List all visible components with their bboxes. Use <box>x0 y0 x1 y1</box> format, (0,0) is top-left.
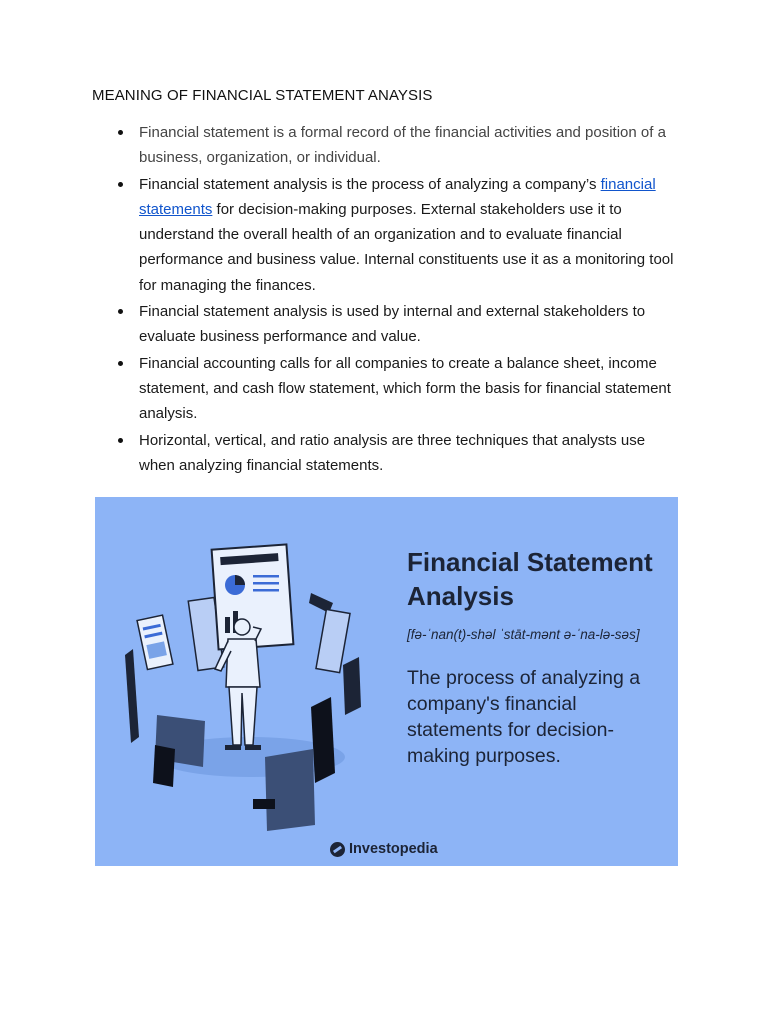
infographic-definition: The process of analyzing a company's financial statements for decision-making purposes. <box>407 667 641 767</box>
financial-statements-link[interactable]: financial statements <box>139 175 656 218</box>
bullet-item-2 <box>139 172 679 298</box>
brand-name: Investopedia <box>349 841 438 857</box>
page-heading: MEANING OF FINANCIAL STATEMENT ANAYSIS <box>92 87 433 104</box>
analyst-illustration <box>115 537 375 837</box>
bullet-2-text-before: Financial statement analysis is the process of analyzing a company’s <box>139 175 601 193</box>
investopedia-mark-icon <box>330 842 345 857</box>
bullet-2-text-after: for decision-making purposes. External stakeholders use it to understand the overall health of an organization and to evaluate financial performance and business value. Internal constituents use it as a monitoring tool for managing the finances. <box>139 200 674 294</box>
infographic-pronunciation: [fə-ˈnan(t)-shəl ˈstāt-mənt ə-ˈna-lə-səs] <box>407 627 640 642</box>
bullet-item-1: Financial statement is a formal record of the financial activities and position of a business, organization, or individual. <box>139 120 679 171</box>
infographic-image <box>95 497 678 866</box>
bullet-item-3: Financial statement analysis is used by internal and external stakeholders to evaluate business performance and value. <box>139 299 679 350</box>
bullet-list <box>139 120 679 479</box>
bullet-item-4: Financial accounting calls for all companies to create a balance sheet, income statement, and cash flow statement, which form the basis for financial statement analysis. <box>139 351 679 427</box>
investopedia-logo <box>330 841 438 857</box>
bullet-item-5: Horizontal, vertical, and ratio analysis are three techniques that analysts use when analyzing financial statements. <box>139 428 679 479</box>
infographic-title: Financial Statement Analysis <box>407 547 653 611</box>
